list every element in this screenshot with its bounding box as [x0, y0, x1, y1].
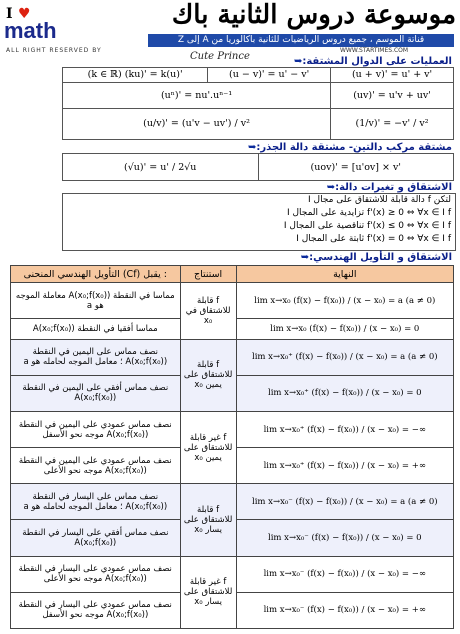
bullet-icon: ➥	[300, 252, 310, 263]
author-text: Cute Prince	[190, 51, 250, 62]
site-text: WWW.STARTIMES.COM	[340, 47, 409, 54]
interp-cell: نصف مماس على اليسار في النقطة A(x₀;f(x₀)) ؛ معامل الموجه لحامله هو a	[11, 484, 181, 520]
compose-cell: (√u)' = u' / 2√u	[63, 154, 259, 181]
section-compose-label: مشتقة مركب دالتين- مشتقة دالة الجذر:	[256, 142, 452, 153]
monotony-box	[62, 193, 456, 251]
interp-cell: نصف مماس عمودي على اليمين في النقطة A(x₀;f(x₀)) موجه نحو الأسفل	[11, 411, 181, 447]
rights-text: ALL RIGHT RESERVED BY	[6, 47, 102, 54]
limit-cell: lim x→x₀⁺ (f(x) − f(x₀)) / (x − x₀) = +∞	[236, 448, 453, 484]
limit-cell: lim x→x₀ (f(x) − f(x₀)) / (x − x₀) = 0	[236, 319, 453, 339]
monotony-row: f'(x) ≤ 0 ⇔ ∀x ∈ I f تناقصية على المجال I	[283, 221, 451, 231]
conclusion-cell: f قابلة للاشتقاق على يسار x₀	[180, 484, 236, 556]
interp-cell: نصف مماس عمودي على اليمين في النقطة A(x₀;f(x₀)) موجه نحو الأعلى	[11, 448, 181, 484]
conclusion-cell: f غير قابلة للاشتقاق على يسار x₀	[180, 556, 236, 628]
ops-cell: (1/v)' = −v' / v²	[331, 108, 454, 139]
bullet-icon: ➥	[293, 56, 303, 67]
compose-table	[62, 153, 454, 181]
interp-cell: نصف مماس عمودي على اليسار في النقطة A(x₀;f(x₀)) موجه نحو الأعلى	[11, 556, 181, 592]
monotony-row: f'(x) ≥ 0 ⇔ ∀x ∈ I f تزايدية على المجال I	[286, 208, 451, 218]
interp-cell: نصف مماس على اليمين في النقطة A(x₀;f(x₀)) ؛ معامل الموجه لحامله هو a	[11, 339, 181, 375]
limit-cell: lim x→x₀ (f(x) − f(x₀)) / (x − x₀) = a (a ≠ 0)	[236, 283, 453, 319]
monotony-intro: لتكن f دالة قابلة للاشتقاق على مجال I	[308, 195, 451, 205]
logo-letter: I	[6, 6, 13, 22]
logo-text: math	[4, 18, 57, 43]
monotony-row: f'(x) = 0 ⇔ ∀x ∈ I f ثابتة على المجال I	[296, 234, 451, 244]
conclusion-cell: f غير قابلة للاشتقاق على يمين x₀	[180, 411, 236, 483]
limit-cell: lim x→x₀⁺ (f(x) − f(x₀)) / (x − x₀) = a (a ≠ 0)	[236, 339, 453, 375]
section-geometry-label: الاشتقاق و التأويل الهندسي:	[309, 252, 452, 263]
interp-cell: نصف مماس أفقي على اليسار في النقطة A(x₀;f(x₀))	[11, 520, 181, 556]
section-title-geometry	[298, 252, 452, 263]
bullet-icon: ➥	[248, 142, 257, 153]
ops-table	[62, 67, 454, 140]
heart-icon: ♥	[18, 6, 31, 22]
ops-cell: (uv)' = u'v + uv'	[331, 82, 454, 108]
ops-cell: (u + v)' = u' + v'	[331, 68, 454, 83]
ops-cell: (u/v)' = (u'v − uv') / v²	[63, 108, 331, 139]
bullet-icon: ➥	[326, 182, 336, 193]
limit-cell: lim x→x₀⁻ (f(x) − f(x₀)) / (x − x₀) = 0	[236, 520, 453, 556]
col-header-conclusion: استنتاج	[180, 266, 236, 283]
col-header-limit: النهاية	[236, 266, 453, 283]
interp-cell: نصف مماس أفقي على اليمين في النقطة A(x₀;f(x₀))	[11, 375, 181, 411]
section-ops-label: العمليات على الدوال المشتقة:	[302, 56, 452, 67]
interp-cell: مماسا في النقطة A(x₀;f(x₀)) معاملة الموجه هو a	[11, 283, 181, 319]
limit-cell: lim x→x₀⁻ (f(x) − f(x₀)) / (x − x₀) = −∞	[236, 556, 453, 592]
limit-cell: lim x→x₀⁻ (f(x) − f(x₀)) / (x − x₀) = a (a ≠ 0)	[236, 484, 453, 520]
ops-cell: (k ∈ ℝ) (ku)' = k(u)'	[63, 68, 208, 83]
col-header-interp: التأويل الهندسي المنحنى (Cf) يقبل :	[11, 266, 181, 283]
limit-cell: lim x→x₀⁺ (f(x) − f(x₀)) / (x − x₀) = −∞	[236, 411, 453, 447]
limit-cell: lim x→x₀⁻ (f(x) − f(x₀)) / (x − x₀) = +∞	[236, 592, 453, 628]
conclusion-cell: f قابلة للاشتقاق في x₀	[180, 283, 236, 340]
section-title-ops	[291, 56, 452, 67]
page-title: موسوعة دروس الثانية باك	[171, 0, 456, 30]
interp-cell: مماسا أفقيا في النقطة A(x₀;f(x₀))	[11, 319, 181, 339]
geometry-table	[10, 265, 454, 629]
ops-cell: (uⁿ)' = nu'.uⁿ⁻¹	[63, 82, 331, 108]
subtitle-bar: قناتة الموسم ، جميع دروس الرياضيات للثانية باكالوريا من A إلى Z	[148, 34, 454, 47]
conclusion-cell: f قابلة للاشتقاق على يمين x₀	[180, 339, 236, 411]
section-title-monotony	[324, 182, 452, 193]
limit-cell: lim x→x₀⁺ (f(x) − f(x₀)) / (x − x₀) = 0	[236, 375, 453, 411]
section-title-compose	[245, 142, 452, 153]
compose-cell: (uοv)' = [u'οv] × v'	[258, 154, 454, 181]
ops-cell: (u − v)' = u' − v'	[208, 68, 331, 83]
interp-cell: نصف مماس عمودي على اليسار في النقطة A(x₀;f(x₀)) موجه نحو الأسفل	[11, 592, 181, 628]
section-monotony-label: الاشتقاق و تغيرات دالة:	[335, 182, 452, 193]
logo	[4, 4, 64, 44]
